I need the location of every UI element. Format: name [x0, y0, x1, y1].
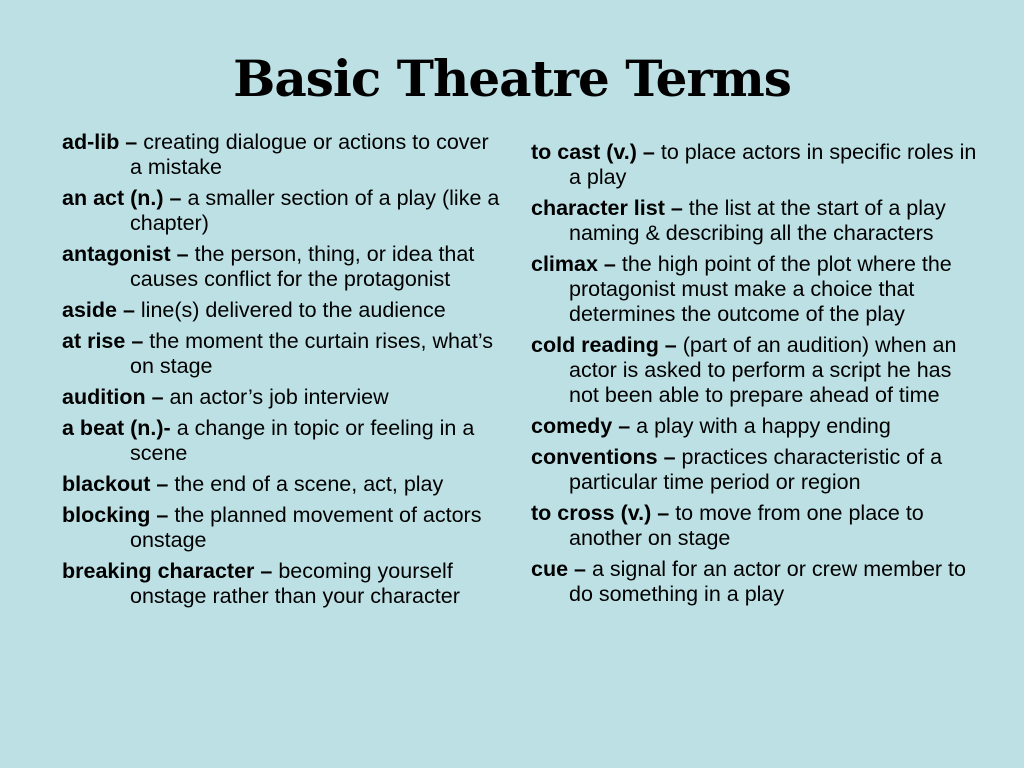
term-word: conventions –: [531, 445, 676, 469]
term-item: [62, 242, 502, 292]
term-definition: the person, thing, or idea that causes conflict for the protagonist: [130, 242, 475, 291]
term-list-right: [531, 140, 981, 613]
term-word: comedy –: [531, 414, 631, 438]
term-definition: the list at the start of a play naming & describing all the characters: [569, 196, 946, 245]
term-item: [531, 252, 981, 327]
term-item: [62, 472, 502, 497]
term-item: [62, 130, 502, 180]
term-word: to cast (v.) –: [531, 140, 655, 164]
term-word: audition –: [62, 385, 164, 409]
term-definition: the planned movement of actors onstage: [130, 503, 482, 552]
term-word: at rise –: [62, 329, 144, 353]
term-item: [531, 140, 981, 190]
term-word: blocking –: [62, 503, 169, 527]
term-item: [531, 557, 981, 607]
term-item: [531, 501, 981, 551]
slide-title: Basic Theatre Terms: [233, 49, 791, 108]
term-word: cold reading –: [531, 333, 677, 357]
term-definition: a signal for an actor or crew member to do something in a play: [569, 557, 966, 606]
term-item: [531, 333, 981, 408]
term-word: aside –: [62, 298, 135, 322]
term-definition: becoming yourself onstage rather than your character: [130, 559, 460, 608]
term-word: breaking character –: [62, 559, 273, 583]
term-word: blackout –: [62, 472, 169, 496]
term-word: antagonist –: [62, 242, 189, 266]
term-word: ad-lib –: [62, 130, 138, 154]
term-item: [62, 329, 502, 379]
term-word: character list –: [531, 196, 683, 220]
term-item: [531, 196, 981, 246]
term-word: cue –: [531, 557, 586, 581]
term-item: [62, 186, 502, 236]
term-item: [531, 445, 981, 495]
term-word: climax –: [531, 252, 616, 276]
term-definition: the moment the curtain rises, what’s on stage: [130, 329, 494, 378]
term-definition: the high point of the plot where the protagonist must make a choice that determines the outcome of the play: [569, 252, 952, 326]
term-word: an act (n.) –: [62, 186, 182, 210]
term-definition: a smaller section of a play (like a chapter): [130, 186, 500, 235]
term-item: [62, 416, 502, 466]
term-item: [62, 298, 502, 323]
term-definition: creating dialogue or actions to cover a mistake: [130, 130, 489, 179]
term-definition: a play with a happy ending: [636, 414, 891, 438]
term-definition: a change in topic or feeling in a scene: [130, 416, 475, 465]
term-list-left: [62, 130, 502, 615]
term-definition: the end of a scene, act, play: [174, 472, 444, 496]
term-definition: line(s) delivered to the audience: [140, 298, 446, 322]
term-definition: practices characteristic of a particular time period or region: [569, 445, 943, 494]
term-item: [62, 559, 502, 609]
term-definition: to move from one place to another on stage: [569, 501, 924, 550]
term-item: [531, 414, 981, 439]
term-item: [62, 385, 502, 410]
term-word: a beat (n.)-: [62, 416, 171, 440]
term-definition: (part of an audition) when an actor is asked to perform a script he has not been able to prepare ahead of time: [569, 333, 957, 407]
term-item: [62, 503, 502, 553]
term-word: to cross (v.) –: [531, 501, 670, 525]
term-definition: to place actors in specific roles in a play: [569, 140, 977, 189]
term-definition: an actor’s job interview: [169, 385, 389, 409]
